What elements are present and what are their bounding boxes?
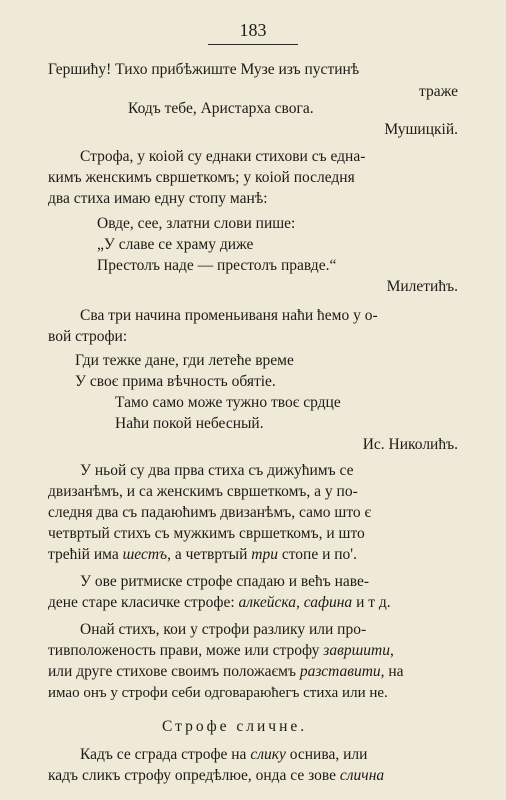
verse-line: Овде, сее, златни слови пише:	[97, 215, 296, 232]
text-line: два стиха имаю едну стопу манѣ:	[48, 190, 268, 207]
text-line: Кодъ тебе, Аристарха свога.	[128, 100, 314, 117]
text-line: У ове ритмиске строфе спадаю и већъ наве-	[80, 573, 370, 590]
text-span: кадъ сликъ строфу опредѣлюе, онда се зове	[48, 767, 337, 784]
italic-term: три	[251, 546, 278, 563]
text-span: тивположеность прави, може или строфу	[48, 642, 320, 659]
verse-line: „У славе се храму диже	[97, 236, 254, 253]
text-line	[48, 766, 384, 786]
author-signature: Мушицкій.	[384, 121, 458, 138]
author-signature: Ис. Николићъ.	[362, 436, 458, 453]
section-heading: Строфе сличне.	[162, 718, 308, 735]
text-line: У ньой су два прва стиха съ дижућимъ се	[80, 462, 354, 479]
verse-line: Гди тежке дане, гди летеће време	[75, 352, 294, 369]
text-span: ,	[389, 642, 394, 659]
verse-line: Наћи покой небесный.	[115, 415, 264, 432]
italic-term: алкейска, сафина	[238, 594, 353, 611]
italic-term: шестъ	[122, 546, 168, 563]
author-signature: Милетићъ.	[386, 278, 458, 295]
text-span: дене старе класичке строфе:	[48, 594, 235, 611]
text-line: имао онъ у строфи себи одговараюћегъ стиха или не.	[48, 685, 388, 701]
text-line: следня два съ падаюћимъ двизанѣмъ, само што є	[48, 504, 372, 521]
text-line: Онай стихъ, кои у строфи разлику или про-	[80, 621, 367, 638]
text-span: , а четвртый	[167, 546, 248, 563]
text-line	[48, 641, 394, 661]
italic-term: завршити	[323, 642, 390, 659]
italic-term: слику	[250, 746, 286, 763]
verse-line: Престолъ наде — престолъ правде.“	[97, 257, 337, 274]
text-line: траже	[419, 83, 458, 100]
text-line: четвртый стихъ съ мужкимъ свршеткомъ, и што	[48, 525, 365, 542]
text-span: или друге стихове своимъ положаємъ	[48, 663, 296, 680]
page-number: 183	[239, 20, 267, 40]
text-line	[80, 745, 367, 765]
text-line	[48, 60, 458, 80]
verse-line: У своє прима вѣчность обятіе.	[75, 373, 276, 390]
italic-term: слична	[339, 767, 385, 784]
text-line: кимъ женскимъ свршеткомъ; у коіой последня	[48, 169, 355, 186]
header-rule	[208, 44, 298, 45]
text-line	[48, 545, 357, 565]
text-span: и т д.	[356, 594, 391, 611]
text-span: стопе и по'.	[281, 546, 357, 563]
text-span: оснива, или	[289, 746, 368, 763]
text-span: , на	[380, 663, 404, 680]
text-line	[48, 593, 391, 613]
text-line: двизанѣмъ, и са женскимъ свршеткомъ, а у по-	[48, 483, 358, 500]
text-span: Кадъ се сграда строфе на	[80, 746, 247, 763]
text-line	[48, 662, 404, 682]
text-line: Сва три начина променьиваня наћи ћемо у о-	[80, 307, 378, 324]
text-line: вой строфи:	[48, 328, 128, 345]
verse-line: Тамо само може тужно твоє срдце	[115, 394, 341, 411]
italic-term: разставити	[299, 663, 381, 680]
text-span: Гершићу! Тихо прибѣжиште Музе изъ пустинѣ	[48, 61, 360, 78]
text-line: Строфа, у коіой су еднаки стихови съ една-	[80, 148, 366, 165]
text-span: трећій има	[48, 546, 119, 563]
